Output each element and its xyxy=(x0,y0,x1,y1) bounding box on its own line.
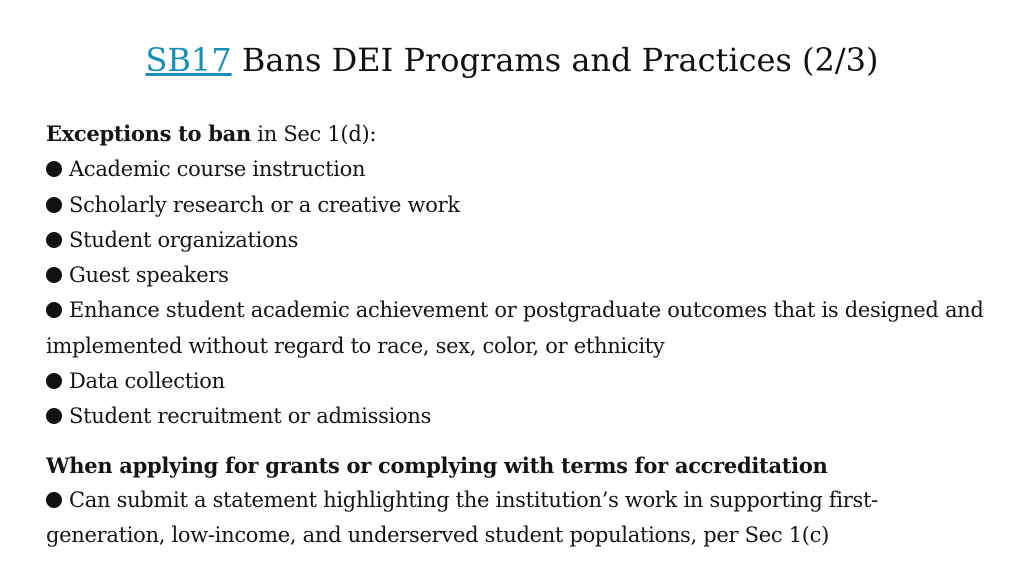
list-item-text: Scholarly research or a creative work xyxy=(69,192,460,217)
list-item xyxy=(46,152,996,187)
title-rest: Bans DEI Programs and Practices (2/3) xyxy=(231,41,879,79)
list-item-continuation: implemented without regard to race, sex, color, or ethnicity xyxy=(46,333,665,358)
slide-title xyxy=(0,38,1024,82)
grants-heading: When applying for grants or complying with terms for accreditation xyxy=(46,452,828,478)
exceptions-heading xyxy=(46,116,996,152)
bullet-icon xyxy=(46,161,62,177)
list-item xyxy=(46,364,996,399)
list-item xyxy=(46,188,996,223)
sb17-link[interactable]: SB17 xyxy=(145,41,232,79)
list-item-text: Enhance student academic achievement or postgraduate outcomes that is designed and xyxy=(69,298,984,323)
bullet-icon xyxy=(46,232,62,248)
bullet-icon xyxy=(46,197,62,213)
bullet-icon xyxy=(46,302,62,318)
bullet-icon xyxy=(46,408,62,424)
bullet-icon xyxy=(46,373,62,389)
list-item-text: Data collection xyxy=(69,369,225,394)
exceptions-heading-rest: in Sec 1(d): xyxy=(250,122,377,146)
exceptions-heading-bold: Exceptions to ban xyxy=(46,121,251,146)
list-item-text: Guest speakers xyxy=(69,263,229,288)
list-item-text: Can submit a statement highlighting the institution’s work in supporting first- xyxy=(69,487,878,512)
slide-content xyxy=(46,116,996,554)
list-item-text: Student organizations xyxy=(69,227,299,252)
list-item xyxy=(46,293,996,328)
list-item xyxy=(46,258,996,293)
bullet-icon xyxy=(46,492,62,508)
list-item xyxy=(46,399,996,434)
list-item xyxy=(46,483,996,518)
list-item-text: Student recruitment or admissions xyxy=(69,404,432,429)
list-item-continuation: generation, low-income, and underserved student populations, per Sec 1(c) xyxy=(46,523,830,548)
list-item-text: Academic course instruction xyxy=(69,157,366,182)
bullet-icon xyxy=(46,267,62,283)
list-item xyxy=(46,223,996,258)
